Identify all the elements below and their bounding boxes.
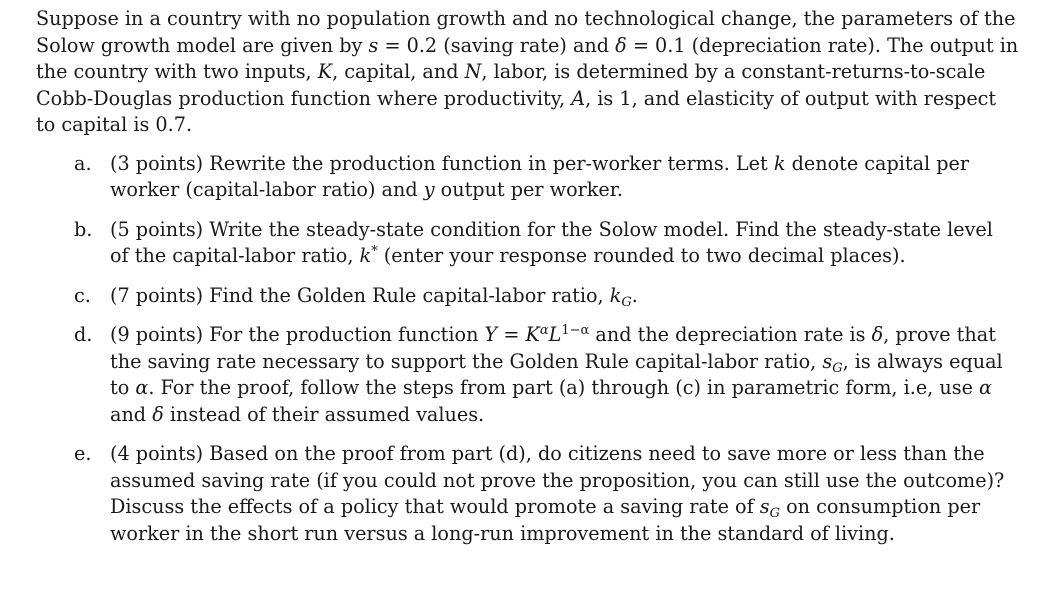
equals-sign: = bbox=[497, 323, 526, 346]
part-d-text-1: (9 points) For the production function bbox=[110, 323, 485, 346]
part-d-text-3: , prove that the saving rate necessary to support the Golden Rule capital-labor ratio, bbox=[110, 323, 996, 373]
subscript-G: G bbox=[621, 294, 632, 310]
intro-text-2: = 0.2 (saving rate) and bbox=[378, 33, 616, 57]
problem-intro bbox=[36, 6, 1021, 139]
part-a-marker: a. bbox=[74, 151, 92, 175]
symbol-N: N bbox=[464, 60, 482, 83]
symbol-delta: δ bbox=[152, 402, 164, 426]
intro-text-4: , capital, and bbox=[332, 60, 465, 83]
symbol-k: k bbox=[773, 151, 786, 175]
part-b-text-1: (5 points) Write the steady-state condition for the Solow model. Find the steady-state level of the capital-labor ratio, bbox=[110, 217, 993, 267]
symbol-Y: Y bbox=[484, 323, 498, 346]
question-part-b bbox=[74, 217, 1015, 270]
subscript-G: G bbox=[769, 506, 781, 521]
part-d-text-7: instead of their assumed values. bbox=[163, 402, 485, 426]
symbol-k: k bbox=[359, 244, 372, 267]
part-a-text-2: denote capital per worker (capital-labor ratio) and bbox=[110, 151, 970, 201]
symbol-s: s bbox=[759, 495, 770, 518]
intro-text-1: Suppose in a country with no population growth and no technological change, the parameters of the Solow growth model are given by bbox=[36, 7, 1016, 57]
symbol-alpha: α bbox=[135, 376, 149, 399]
part-c-text-1: (7 points) Find the Golden Rule capital-labor ratio, bbox=[110, 283, 610, 307]
part-b-marker: b. bbox=[74, 217, 93, 241]
intro-text-5: , labor, is determined by a constant-returns-to-scale Cobb-Douglas production function where productivity, bbox=[36, 60, 986, 110]
symbol-delta: δ bbox=[871, 323, 884, 346]
part-c-text-2: . bbox=[631, 283, 638, 307]
symbol-L: L bbox=[548, 323, 562, 346]
part-d-text-6: and bbox=[110, 402, 153, 426]
part-e-text-1: (4 points) Based on the proof from part (d), do citizens need to save more or less than the assumed saving rate (if you could not prove the proposition, you can still use the outcome)? Discuss the effects of a policy that would promote a saving rate of bbox=[110, 442, 1005, 518]
symbol-y: y bbox=[423, 178, 435, 201]
superscript-alpha: α bbox=[539, 323, 549, 338]
question-part-c bbox=[74, 283, 1015, 310]
part-a-text-1: (3 points) Rewrite the production function in per-worker terms. Let bbox=[110, 151, 774, 175]
part-d-text-4: , is always equal to bbox=[110, 349, 1003, 399]
superscript-one-minus-alpha: 1−α bbox=[561, 323, 590, 338]
symbol-k: k bbox=[609, 283, 622, 307]
part-a-text-3: output per worker. bbox=[434, 178, 623, 201]
part-b-text-2: (enter your response rounded to two decimal places). bbox=[377, 244, 906, 267]
symbol-K: K bbox=[525, 323, 540, 346]
part-d-marker: d. bbox=[74, 323, 93, 346]
symbol-K: K bbox=[317, 60, 333, 83]
symbol-star: * bbox=[371, 244, 378, 259]
symbol-delta: δ bbox=[615, 33, 627, 57]
question-parts-list bbox=[36, 151, 1020, 548]
part-d-text-2: and the depreciation rate is bbox=[589, 323, 872, 346]
part-d-text-5: . For the proof, follow the steps from part (a) through (c) in parametric form, i.e, use bbox=[148, 376, 980, 399]
part-c-marker: c. bbox=[74, 283, 91, 307]
symbol-s: s bbox=[822, 349, 833, 373]
symbol-A: A bbox=[571, 86, 586, 110]
part-e-text-2: on consumption per worker in the short run versus a long-run improvement in the standard of living. bbox=[110, 495, 981, 545]
symbol-alpha: α bbox=[979, 376, 993, 399]
question-part-e bbox=[74, 441, 1015, 547]
intro-text-6: , is 1, and elasticity of output with respect to capital is 0.7. bbox=[36, 86, 997, 136]
question-part-d bbox=[74, 322, 1015, 428]
question-part-a bbox=[74, 151, 1015, 204]
intro-text-3: = 0.1 (depreciation rate). The output in the country with two inputs, bbox=[36, 33, 1019, 83]
subscript-G: G bbox=[832, 360, 843, 376]
symbol-s: s bbox=[368, 33, 379, 57]
part-e-marker: e. bbox=[74, 442, 92, 465]
